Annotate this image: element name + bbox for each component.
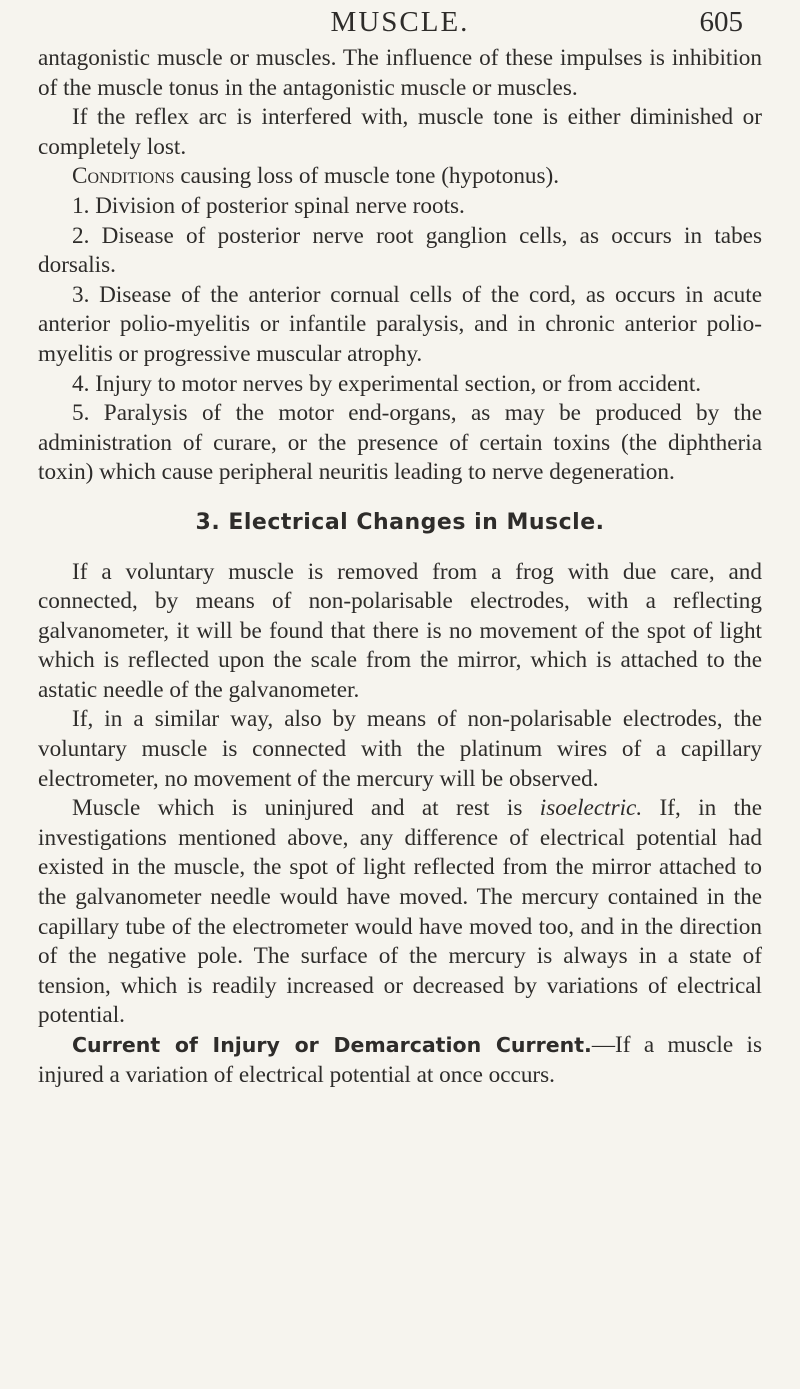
isoelectric-term: isoelectric.: [539, 795, 643, 822]
run-in-heading: Current of Injury or Demarcation Current.: [72, 1033, 592, 1057]
isoelectric-after: If, in the investigations mentioned above, any difference of electrical potential had existed in the muscle, the spot of light reflected from the mirror attached to the galvanometer needle would have moved. The mercury contained in the capillary tube of the electrometer would have moved too, and in the direction of the negative pole. The surface of the mercury is always in a state of tension, which is readily increased or decreased by variations of electrical potential.: [38, 795, 762, 1029]
paragraph-electrometer: If, in a similar way, also by means of non-polarisable electrodes, the voluntary muscle is connected with the platinum wires of a capillary electrometer, no movement of the mercury will be observed.: [38, 706, 762, 792]
conditions-rest: causing loss of muscle tone (hypotonus).: [174, 163, 560, 190]
list-item: 5. Paralysis of the motor end-organs, as may be produced by the administration of curare, or the presence of certain toxins (the diphtheria toxin) which cause peripheral neuritis leading to nerve degeneration.: [38, 400, 762, 486]
page-number: 605: [699, 6, 743, 38]
paragraph-conditions: [38, 162, 762, 192]
paragraph-galvanometer: If a voluntary muscle is removed from a frog with due care, and connected, by means of non-polarisable electrodes, with a reflecting galvanometer, it will be found that there is no movement of the spot of light which is reflected upon the scale from the mirror, which is attached to the astatic needle of the galvanometer.: [38, 558, 762, 703]
list-item: 1. Division of posterior spinal nerve roots.: [72, 192, 465, 219]
conditions-lead: Conditions: [72, 163, 175, 190]
paragraph-current-of-injury: [38, 1031, 762, 1090]
body-text: [38, 44, 762, 1090]
isoelectric-before: Muscle which is uninjured and at rest is: [72, 795, 540, 822]
paragraph-reflex-arc: If the reflex arc is interfered with, muscle tone is either diminished or completely lost.: [38, 104, 762, 160]
page-header: [0, 2, 800, 42]
section-heading: 3. Electrical Changes in Muscle.: [195, 509, 605, 535]
current-of-injury-text: —If a muscle is injured a variation of electrical potential at once occurs.: [38, 1032, 762, 1088]
list-item: 4. Injury to motor nerves by experimental section, or from accident.: [72, 370, 702, 397]
list-item: 2. Disease of posterior nerve root ganglion cells, as occurs in tabes dorsalis.: [38, 222, 762, 279]
running-head: MUSCLE.: [330, 6, 470, 38]
paragraph-isoelectric: [38, 794, 762, 1031]
paragraph-continuation: antagonistic muscle or muscles. The influence of these impulses is inhibition of the muscle tonus in the antagonistic muscle or muscles.: [38, 45, 762, 101]
list-item: 3. Disease of the anterior cornual cells of the cord, as occurs in acute anterior polio-myelitis or infantile paralysis, and in chronic anterior polio-myelitis or progressive muscular atrophy.: [38, 281, 762, 367]
